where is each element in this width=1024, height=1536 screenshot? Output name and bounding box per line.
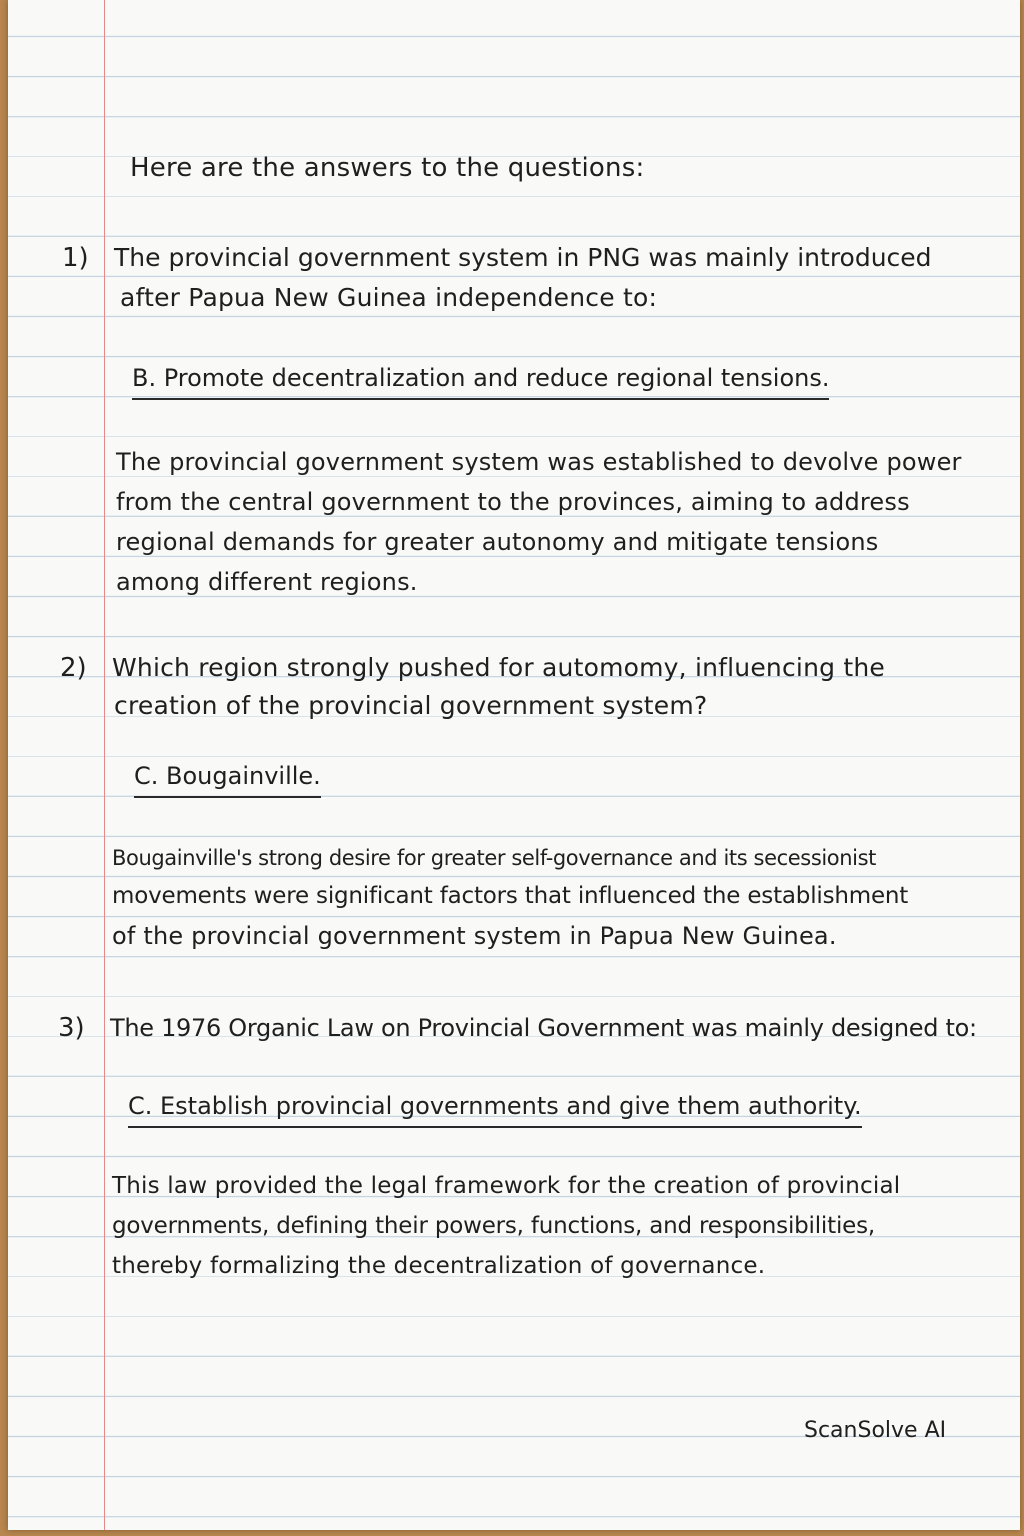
explanation-2-line-3: of the provincial government system in Papua New Guinea.: [112, 922, 837, 950]
explanation-3-line-2: governments, defining their powers, functions, and responsibilities,: [112, 1213, 875, 1239]
answer-1: B. Promote decentralization and reduce regional tensions.: [132, 358, 829, 400]
question-2-line-2: creation of the provincial government system?: [114, 691, 708, 720]
question-1-line-1: The provincial government system in PNG was mainly introduced: [114, 243, 932, 272]
margin-line: [104, 0, 105, 1530]
explanation-1-line-3: regional demands for greater autonomy and mitigate tensions: [116, 528, 879, 556]
explanation-2-line-1: Bougainville's strong desire for greater self-governance and its secessionist: [112, 846, 876, 870]
explanation-1-line-4: among different regions.: [116, 568, 418, 596]
explanation-2-line-2: movements were significant factors that influenced the establishment: [112, 883, 909, 909]
question-1-line-2: after Papua New Guinea independence to:: [120, 283, 658, 312]
explanation-3-line-1: This law provided the legal framework for the creation of provincial: [112, 1173, 901, 1199]
brand-signature: ScanSolve AI: [804, 1418, 947, 1443]
question-2-line-1: Which region strongly pushed for automomy, influencing the: [112, 653, 885, 682]
explanation-1-line-2: from the central government to the provinces, aiming to address: [116, 488, 910, 516]
question-3-line-1: The 1976 Organic Law on Provincial Government was mainly designed to:: [110, 1014, 977, 1042]
answer-2: C. Bougainville.: [134, 756, 321, 798]
notebook-paper: [8, 0, 1020, 1530]
explanation-3-line-3: thereby formalizing the decentralization of governance.: [112, 1253, 766, 1279]
question-number-2: 2): [60, 653, 87, 683]
intro-text: Here are the answers to the questions:: [130, 153, 645, 183]
answer-3: C. Establish provincial governments and give them authority.: [128, 1086, 862, 1128]
question-number-1: 1): [62, 243, 89, 273]
question-number-3: 3): [58, 1013, 85, 1043]
explanation-1-line-1: The provincial government system was established to devolve power: [116, 448, 962, 476]
